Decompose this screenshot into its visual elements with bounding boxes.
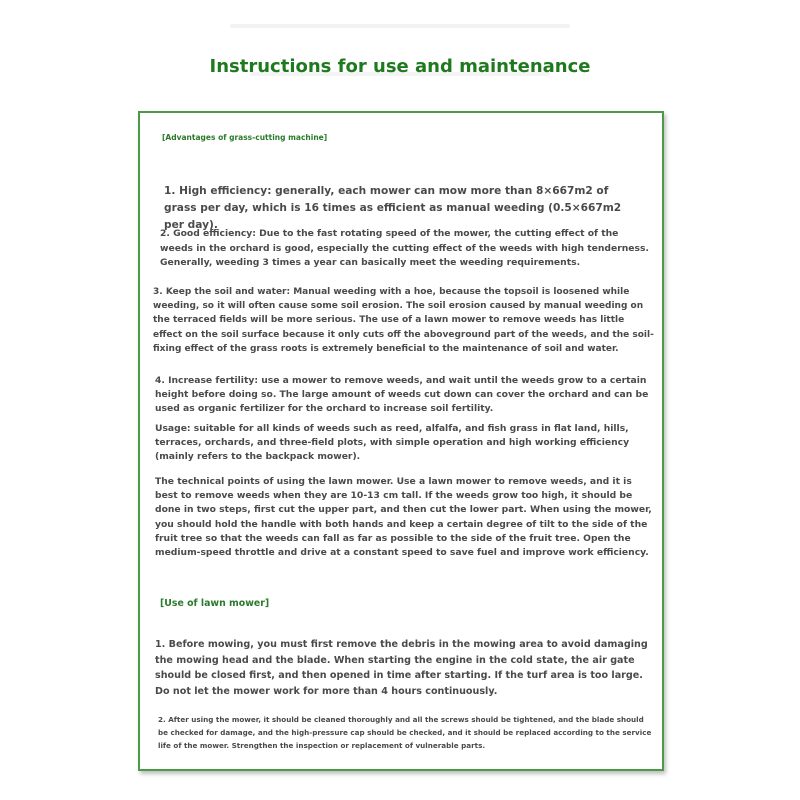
paragraph-good-efficiency: 2. Good efficiency: Due to the fast rotating speed of the mower, the cutting effect of the weeds in the orchard is good, especially the cutting effect of the weeds with high tenderness. Generally, weeding 3 times a year can basically meet the weeding requirements.: [160, 228, 649, 268]
paragraph-after-use: 2. After using the mower, it should be cleaned thoroughly and all the screws should be tightened, and the blade should be checked for damage, and the high-pressure cap should be checked, and it should be replaced according to the service life of the mower. Strengthen the inspection or replacement of vulnerable parts.: [158, 715, 652, 750]
paragraph-increase-fertility: 4. Increase fertility: use a mower to remove weeds, and wait until the weeds grow to a certain height before doing so. The large amount of weeds cut down can cover the orchard and can be used as organic fertilizer for the orchard to increase soil fertility.: [155, 375, 649, 415]
paragraph-keep-soil-water: 3. Keep the soil and water: Manual weeding with a hoe, because the topsoil is loosened while weeding, so it will often cause some soil erosion. The soil erosion caused by manual weeding on the terraced fields will be more serious. The use of a lawn mower to remove weeds has little effect on the soil surface because it only cuts off the aboveground part of the weeds, and the soil-fixing effect of the grass roots is extremely beneficial to the maintenance of soil and water.: [153, 287, 654, 354]
page-title: Instructions for use and maintenance: [209, 56, 591, 78]
paragraph-high-efficiency: 1. High efficiency: generally, each mower can mow more than 8×667m2 of grass per day, which is 16 times as efficient as manual weeding (0.5×667m2 per day).: [164, 185, 622, 231]
section-heading-advantages: [Advantages of grass-cutting machine]: [162, 133, 328, 142]
paragraph-technical-points: The technical points of using the lawn mower. Use a lawn mower to remove weeds, and it is best to remove weeds when they are 10-13 cm tall. If the weeds grow too high, it should be done in two steps, first cut the upper part, and then cut the lower part. When using the mower, you should hold the handle with both hands and keep a certain degree of tilt to the side of the fruit tree so that the weeds can fall as far as possible to the side of the fruit tree. Open the medium-speed throttle and drive at a constant speed to save fuel and improve work efficiency.: [155, 476, 652, 559]
paragraph-usage: Usage: suitable for all kinds of weeds such as reed, alfalfa, and fish grass in flat land, hills, terraces, orchards, and three-field plots, with simple operation and high working efficiency (mainly refers to the backpack mower).: [155, 423, 630, 463]
faint-banner-top: [230, 24, 570, 28]
section-heading-use: [Use of lawn mower]: [160, 598, 270, 609]
instructions-panel: [138, 111, 664, 771]
paragraph-before-mowing: 1. Before mowing, you must first remove the debris in the mowing area to avoid damaging the mowing head and the blade. When starting the engine in the cold state, the air gate should be closed first, and then opened in time after starting. If the turf area is too large. Do not let the mower work for more than 4 hours continuously.: [155, 639, 648, 697]
